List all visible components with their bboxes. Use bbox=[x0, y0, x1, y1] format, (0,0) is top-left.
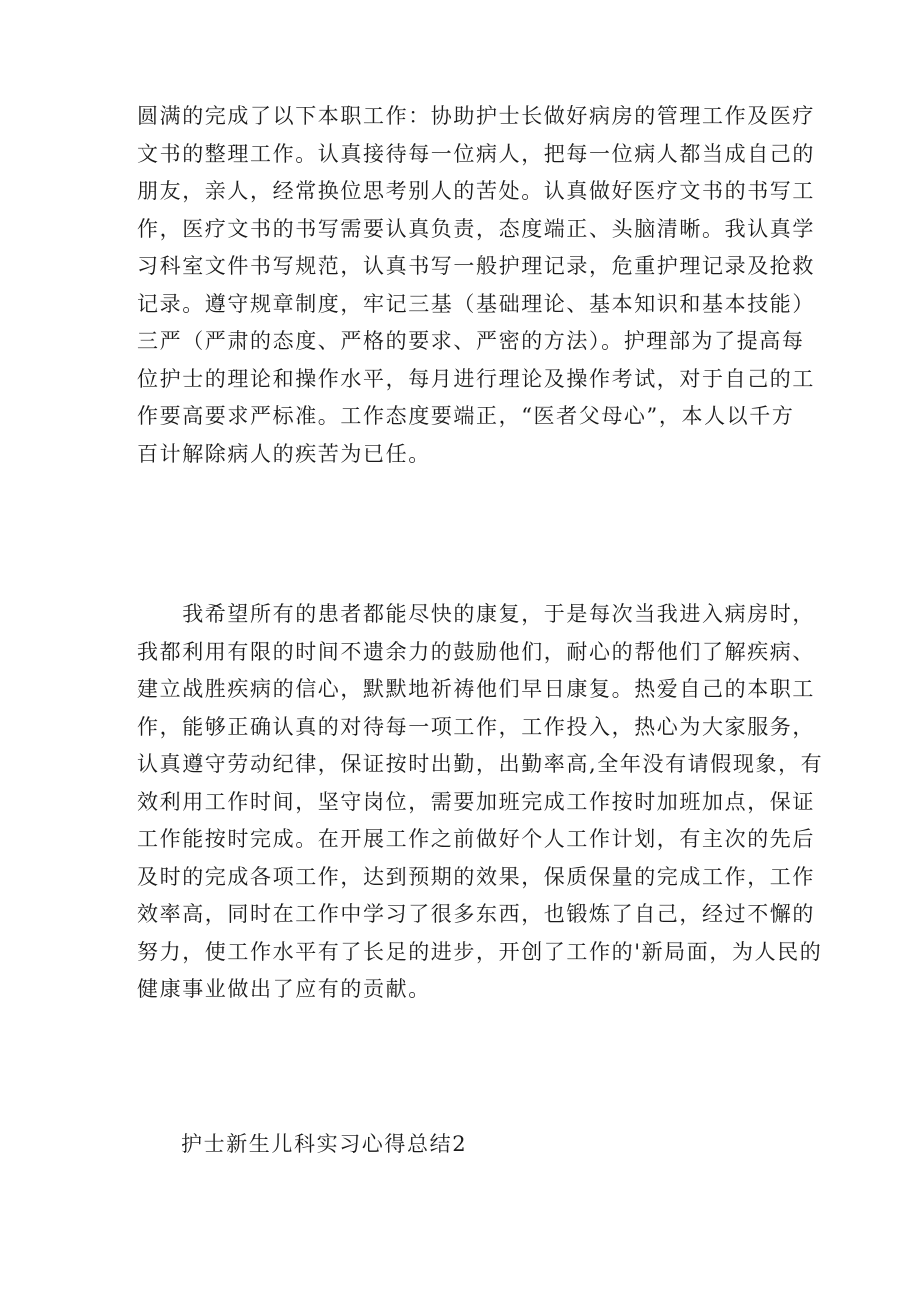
text-line: 朋友，亲人，经常换位思考别人的苦处。认真做好医疗文书的书写工 bbox=[137, 179, 815, 203]
text-line: 作，医疗文书的书写需要认真负责，态度端正、头脑清晰。我认真学 bbox=[137, 216, 815, 241]
text-line: 认真遵守劳动纪律，保证按时出勤，出勤率高,全年没有请假现象，有 bbox=[137, 752, 824, 776]
section-heading: 护士新生儿科实习心得总结2 bbox=[181, 1132, 468, 1156]
text-line: 我希望所有的患者都能尽快的康复，于是每次当我进入病房时， bbox=[137, 602, 815, 626]
text-line: 作要高要求严标准。工作态度要端正，“医者父母心”，本人以千方 bbox=[137, 404, 795, 428]
text-line: 健康事业做出了应有的贡献。 bbox=[137, 977, 431, 1001]
paragraph-2 bbox=[137, 596, 824, 1009]
text-line: 三严（严肃的态度、严格的要求、严密的方法）。护理部为了提高每 bbox=[137, 329, 805, 353]
text-line: 文书的整理工作。认真接待每一位病人，把每一位病人都当成自己的 bbox=[137, 141, 815, 166]
text-line: 百计解除病人的疾苦为已任。 bbox=[137, 441, 431, 466]
text-line: 位护士的理论和操作水平，每月进行理论及操作考试，对于自己的工 bbox=[137, 366, 815, 391]
text-line: 及时的完成各项工作，达到预期的效果，保质保量的完成工作，工作 bbox=[137, 864, 815, 889]
text-line: 效率高，同时在工作中学习了很多东西，也锻炼了自己，经过不懈的 bbox=[137, 902, 815, 926]
text-line: 建立战胜疾病的信心，默默地祈祷他们早日康复。热爱自己的本职工 bbox=[137, 677, 815, 701]
text-line: 圆满的完成了以下本职工作：协助护士长做好病房的管理工作及医疗 bbox=[137, 104, 815, 128]
text-line: 工作能按时完成。在开展工作之前做好个人工作计划，有主次的先后 bbox=[137, 827, 815, 851]
paragraph-1 bbox=[137, 98, 815, 473]
text-line: 效利用工作时间，坚守岗位，需要加班完成工作按时加班加点，保证 bbox=[137, 789, 815, 814]
text-line: 努力，使工作水平有了长足的进步，开创了工作的'新局面，为人民的 bbox=[137, 939, 823, 964]
text-line: 作，能够正确认真的对待每一项工作，工作投入，热心为大家服务， bbox=[137, 714, 815, 739]
text-line: 记录。遵守规章制度，牢记三基（基础理论、基本知识和基本技能） bbox=[137, 291, 815, 316]
text-line: 习科室文件书写规范，认真书写一般护理记录，危重护理记录及抢救 bbox=[137, 254, 815, 278]
text-line: 我都利用有限的时间不遗余力的鼓励他们，耐心的帮他们了解疾病、 bbox=[137, 639, 815, 664]
